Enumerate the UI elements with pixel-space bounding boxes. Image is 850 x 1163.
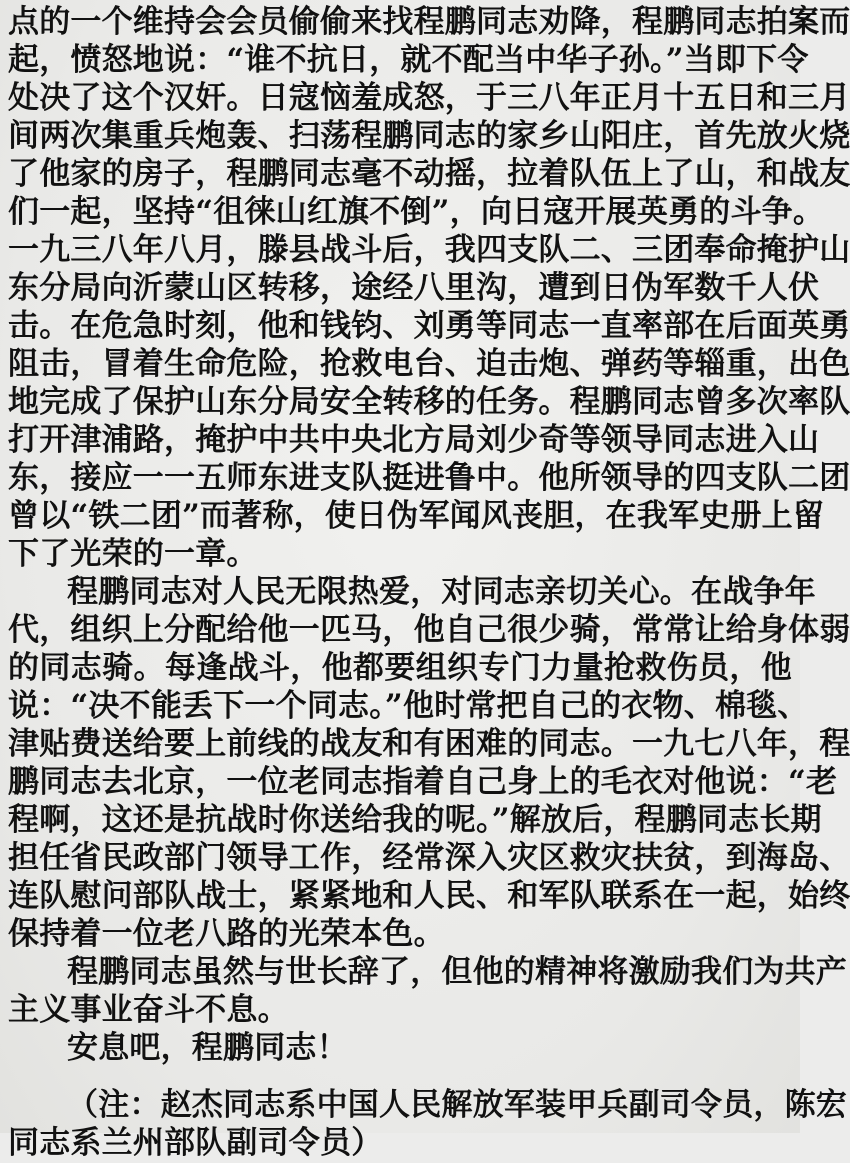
text-line: 代，组织上分配给他一匹马，他自己很少骑，常常让给身体弱	[8, 612, 850, 648]
text-line: 一九三八年八月，滕县战斗后，我四支队二、三团奉命掩护山	[8, 232, 850, 268]
paragraph-first-line: 程鹏同志对人民无限热爱，对同志亲切关心。在战争年	[67, 574, 816, 610]
text-line: 点的一个维持会会员偷偷来找程鹏同志劝降，程鹏同志拍案而	[8, 4, 850, 40]
text-line: 鹏同志去北京，一位老同志指着自己身上的毛衣对他说：“老	[8, 764, 838, 800]
text-line: 地完成了保护山东分局安全转移的任务。程鹏同志曾多次率队	[8, 384, 850, 420]
text-line: 说：“决不能丢下一个同志。”他时常把自己的衣物、棉毯、	[8, 688, 809, 724]
closing-line: 安息吧，程鹏同志！	[67, 1030, 348, 1066]
text-line: 阻击，冒着生命危险，抢救电台、迫击炮、弹药等辎重，出色	[8, 346, 850, 382]
text-line: 下了光荣的一章。	[8, 536, 258, 572]
text-line: 们一起，坚持“徂徕山红旗不倒”，向日寇开展英勇的斗争。	[8, 194, 825, 230]
text-line: 主义事业奋斗不息。	[8, 992, 289, 1028]
text-line: 起，愤怒地说：“谁不抗日，就不配当中华子孙。”当即下令	[8, 42, 809, 78]
text-line: 了他家的房子，程鹏同志毫不动摇，拉着队伍上了山，和战友	[8, 156, 850, 192]
text-line: 津贴费送给要上前线的战友和有困难的同志。一九七八年，程	[8, 726, 850, 762]
text-line: 程啊，这还是抗战时你送给我的呢。”解放后，程鹏同志长期	[8, 802, 822, 838]
note-line: 同志系兰州部队副司令员）	[8, 1125, 383, 1161]
text-line: 击。在危急时刻，他和钱钧、刘勇等同志一直率部在后面英勇	[8, 308, 850, 344]
text-line: 处决了这个汉奸。日寇恼羞成怒，于三八年正月十五日和三月	[8, 80, 850, 116]
text-line: 担任省民政部门领导工作，经常深入灾区救灾扶贫，到海岛、	[8, 840, 850, 876]
text-line: 的同志骑。每逢战斗，他都要组织专门力量抢救伤员，他	[8, 650, 792, 686]
text-line: 保持着一位老八路的光荣本色。	[8, 916, 445, 952]
paragraph-first-line: 程鹏同志虽然与世长辞了，但他的精神将激励我们为共产	[67, 954, 847, 990]
text-line: 东分局向沂蒙山区转移，途经八里沟，遭到日伪军数千人伏	[8, 270, 820, 306]
note-line: （注：赵杰同志系中国人民解放军装甲兵副司令员，陈宏	[67, 1087, 847, 1123]
text-line: 东，接应一一五师东进支队挺进鲁中。他所领导的四支队二团	[8, 460, 850, 496]
text-line: 打开津浦路，掩护中共中央北方局刘少奇等领导同志进入山	[8, 422, 820, 458]
text-line: 间两次集重兵炮轰、扫荡程鹏同志的家乡山阳庄，首先放火烧	[8, 118, 850, 154]
text-line: 连队慰问部队战士，紧紧地和人民、和军队联系在一起，始终	[8, 878, 850, 914]
text-line: 曾以“铁二团”而著称，使日伪军闻风丧胆，在我军史册上留	[8, 498, 825, 534]
